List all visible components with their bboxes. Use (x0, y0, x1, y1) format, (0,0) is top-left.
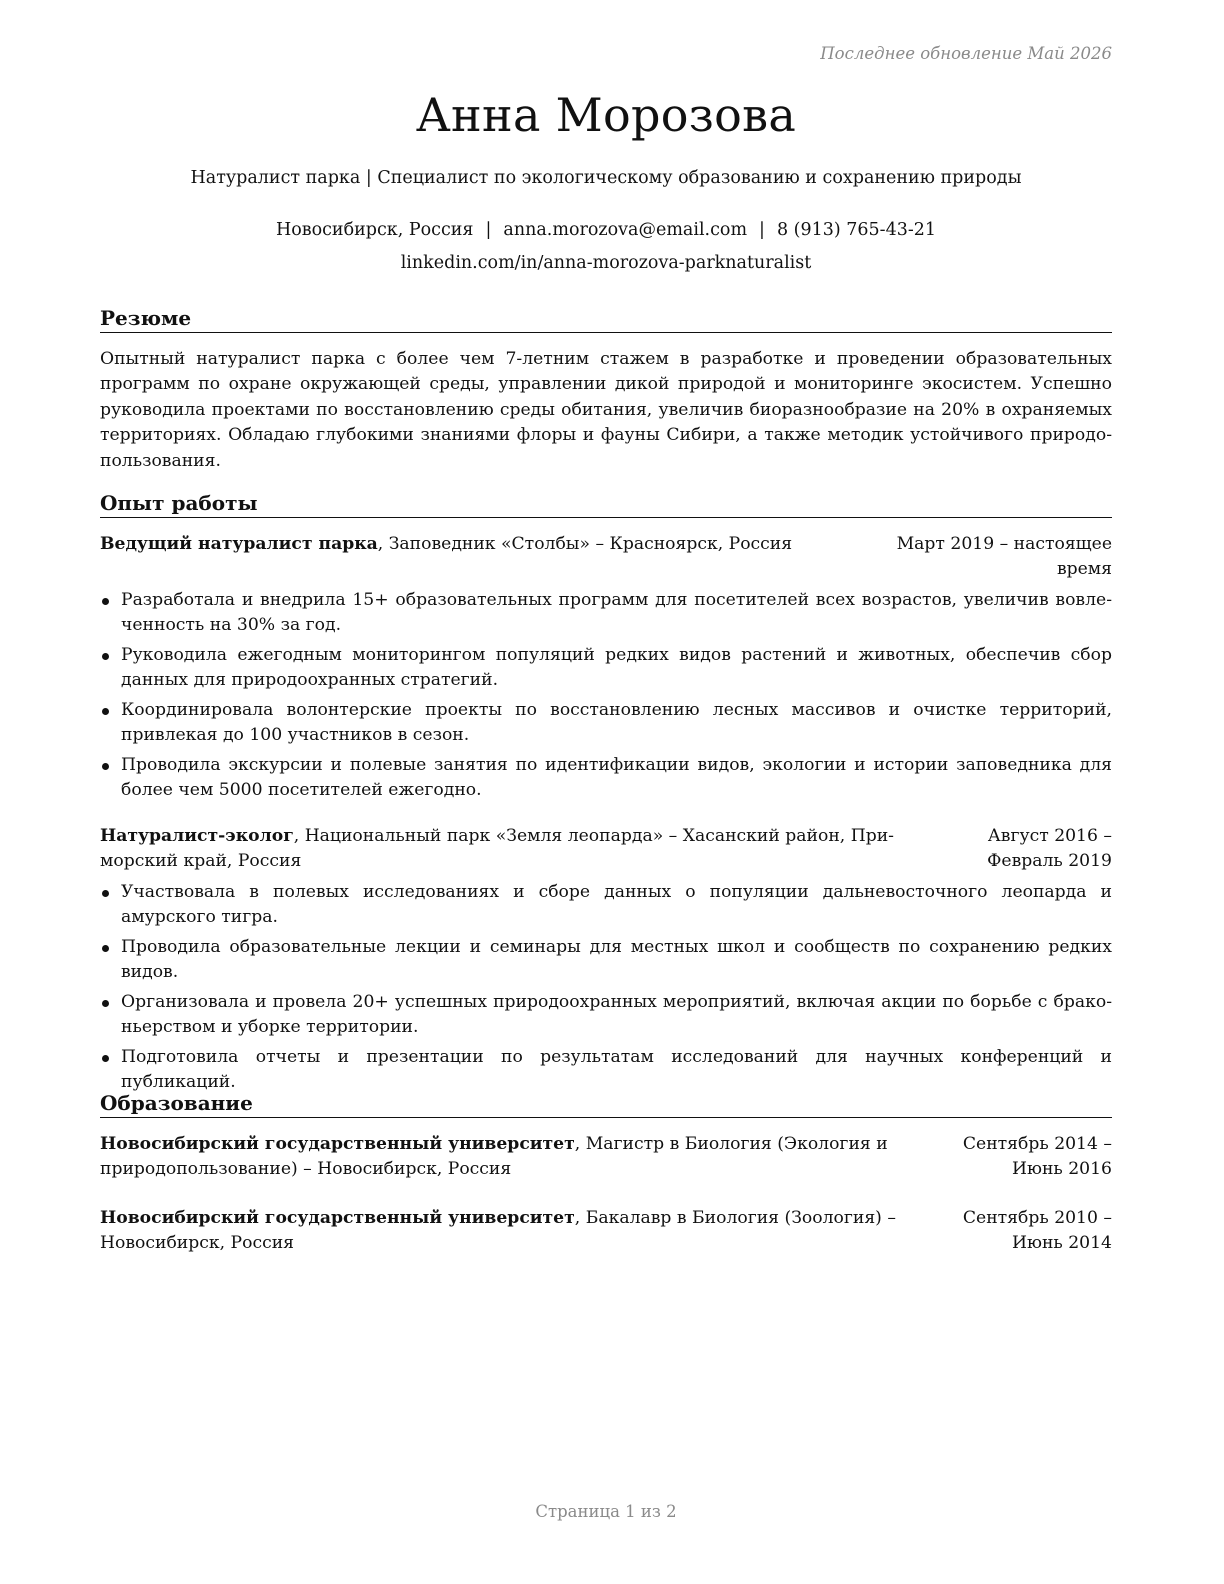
list-item (100, 588, 1112, 639)
contact-phone: 8 (913) 765-43-21 (776, 220, 937, 240)
bullet-icon (102, 945, 109, 952)
education-school: Новосибирский государственный университет (100, 1208, 575, 1228)
section-heading-education: Образование (100, 1090, 1112, 1118)
list-item (100, 643, 1112, 694)
contact-line (100, 220, 1112, 240)
job-header (100, 824, 1112, 875)
job-entry (100, 824, 1112, 1100)
bullet-icon (102, 890, 109, 897)
education-line (100, 1132, 962, 1183)
education-header (100, 1132, 1112, 1183)
job-title: Натуралист-эколог (100, 826, 294, 846)
section-heading-experience: Опыт работы (100, 490, 1112, 518)
resume-page (100, 0, 1112, 1584)
education-entry (100, 1206, 1112, 1257)
last-updated: Последнее обновление Май 2026 (820, 44, 1112, 63)
summary-text: Опытный натуралист парка с более чем 7-летним стажем в разработке и проведении образовательных программ по охране окружающей среды, управлении дикой природой и мониторинге экосистем. Успешно руководила проектами по восстановлению среды обитания, увеличив биоразнообразие на 20% в охраняемых территориях. Обладаю глубокими знаниями флоры и фауны Сибири, а также методик устойчивого природопользования. (100, 349, 1112, 471)
bullet-icon (102, 653, 109, 660)
job-header (100, 532, 1112, 583)
page-number: Страница 1 из 2 (535, 1502, 677, 1521)
bullet-text: Подготовила отчеты и презентации по результатам исследований для научных конференций и публикаций. (121, 1046, 1112, 1093)
contact-location: Новосибирск, Россия (275, 220, 474, 240)
education-line (100, 1206, 962, 1257)
job-dates: Август 2016 – Февраль 2019 (987, 826, 1112, 872)
job-title-line (100, 824, 940, 875)
job-dates: Март 2019 – настоящее время (896, 534, 1112, 580)
list-item (100, 698, 1112, 749)
contact-separator: | (485, 220, 492, 240)
bullet-text: Участвовала в полевых исследованиях и сборе данных о популяции дальневосточного леопарда и амурского тигра. (121, 881, 1112, 928)
bullet-icon (102, 708, 109, 715)
job-bullets (100, 880, 1112, 1096)
candidate-subtitle: Натуралист парка | Специалист по экологическому образованию и сохранению природы (190, 168, 1022, 188)
education-detail: , Бакалавр в Биология (Зоология) – Новосибирск, Россия (100, 1208, 896, 1254)
contact-email[interactable]: anna.morozova@email.com (503, 220, 748, 240)
linkedin-link[interactable]: linkedin.com/in/anna-morozova-parknaturalist (400, 253, 812, 273)
education-entry (100, 1132, 1112, 1183)
list-item (100, 990, 1112, 1041)
list-item (100, 1045, 1112, 1096)
candidate-name: Анна Морозова (415, 88, 797, 142)
job-title-line (100, 532, 872, 557)
education-dates: Сентябрь 2014 – Июнь 2016 (962, 1134, 1112, 1180)
bullet-icon (102, 1055, 109, 1062)
section-heading-summary: Резюме (100, 305, 1112, 333)
job-title: Ведущий натуралист парка (100, 534, 378, 554)
contact-separator: | (759, 220, 765, 240)
job-organization: , Заповедник «Столбы» – Красноярск, Россия (377, 534, 793, 554)
bullet-text: Разработала и внедрила 15+ образовательных программ для посетителей всех возрастов, увеличив вовлеченность на 30% за год. (121, 589, 1112, 636)
education-school: Новосибирский государственный университет (100, 1134, 575, 1154)
list-item (100, 880, 1112, 931)
bullet-text: Руководила ежегодным мониторингом популяций редких видов растений и животных, обеспечив сбор данных для природоохранных стратегий. (121, 644, 1112, 691)
education-dates: Сентябрь 2010 – Июнь 2014 (962, 1208, 1112, 1254)
job-organization: , Национальный парк «Земля леопарда» – Хасанский район, Приморский край, Россия (100, 826, 894, 872)
education-detail: , Магистр в Биология (Экология и природопользование) – Новосибирск, Россия (100, 1134, 888, 1180)
education-header (100, 1206, 1112, 1257)
list-item (100, 753, 1112, 804)
bullet-text: Проводила образовательные лекции и семинары для местных школ и сообществ по сохранению редких видов. (121, 936, 1112, 983)
bullet-icon (102, 763, 109, 770)
bullet-text: Проводила экскурсии и полевые занятия по идентификации видов, экологии и истории заповедника для более чем 5000 посетителей ежегодно. (121, 754, 1112, 801)
job-entry (100, 532, 1112, 808)
bullet-icon (102, 598, 109, 605)
bullet-icon (102, 1000, 109, 1007)
bullet-text: Организовала и провела 20+ успешных природоохранных мероприятий, включая акции по борьбе с браконьерством и уборке территории. (121, 991, 1112, 1038)
list-item (100, 935, 1112, 986)
job-bullets (100, 588, 1112, 804)
bullet-text: Координировала волонтерские проекты по восстановлению лесных массивов и очистке территорий, привлекая до 100 участников в сезон. (121, 699, 1112, 746)
